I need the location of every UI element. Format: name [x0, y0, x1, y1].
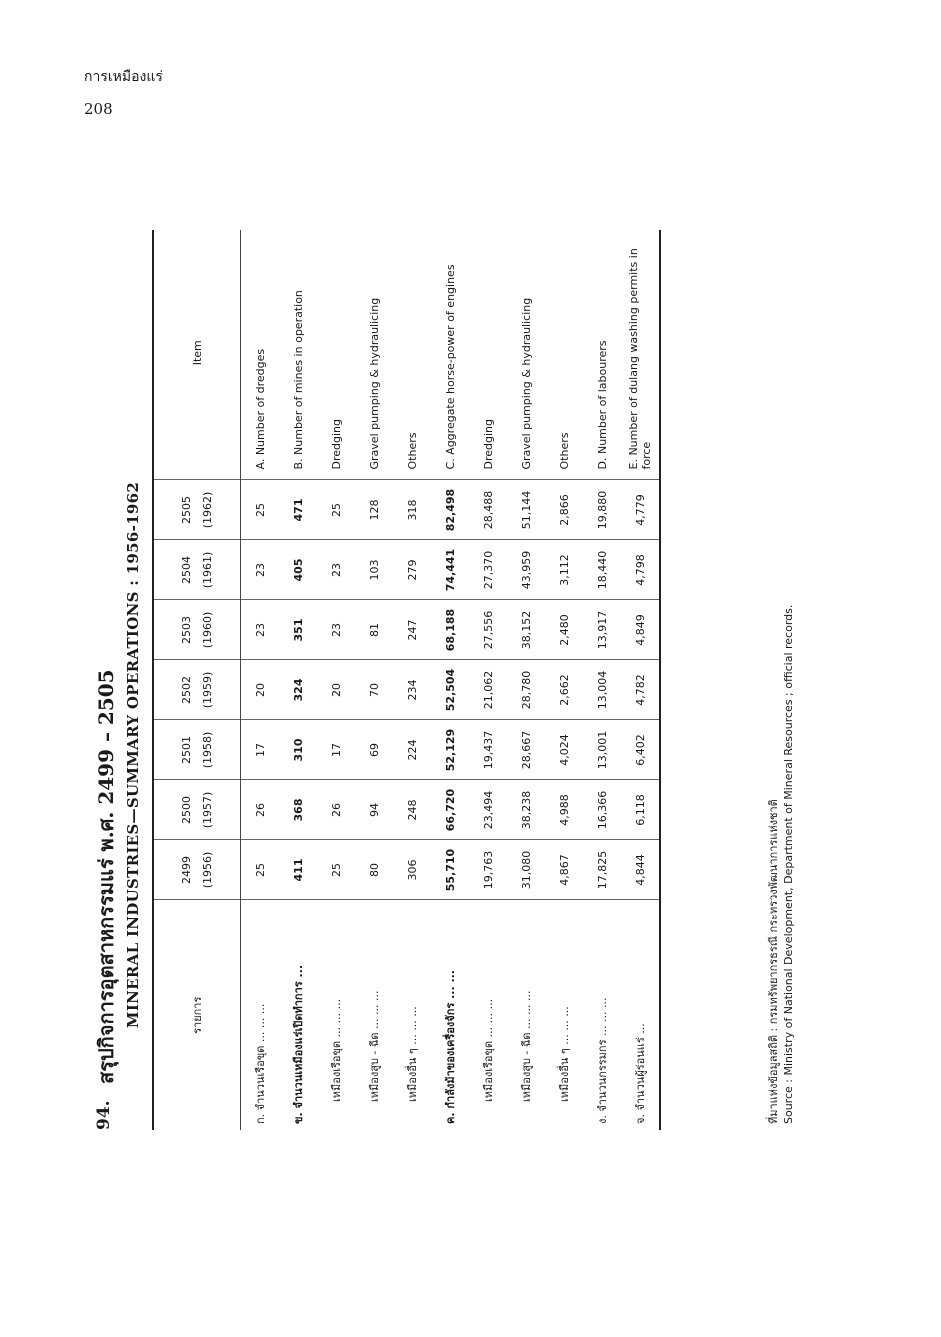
table-cell: 13,917 — [583, 600, 621, 660]
table-cell: 18,440 — [583, 540, 621, 600]
row-label-thai: เหมืองสูบ - ฉีด ... ... ... — [368, 990, 381, 1102]
row-label-thai: เหมืองเรือขุด ... ... ... — [330, 998, 343, 1102]
source-note — [766, 224, 796, 1124]
table-row — [545, 230, 583, 1130]
header-year: 2504 (1961) — [153, 540, 241, 600]
table-cell: 248 — [393, 780, 431, 840]
table-cell: 128 — [355, 480, 393, 540]
table-row — [621, 230, 660, 1130]
running-head: การเหมืองแร่ — [84, 69, 163, 85]
table-cell: 368 — [279, 780, 317, 840]
table-row — [431, 230, 469, 1130]
row-label-english: B. Number of mines in operation — [279, 230, 317, 480]
table-cell: 38,238 — [507, 780, 545, 840]
header-row — [153, 230, 241, 1130]
page-number: 208 — [84, 100, 113, 118]
table-cell: 234 — [393, 660, 431, 720]
table-cell: 17 — [317, 720, 355, 780]
table-cell: 25 — [241, 480, 280, 540]
row-label-thai: ง. จำนวนกรรมกร ... ... ... — [596, 997, 609, 1124]
table-cell: 20 — [317, 660, 355, 720]
table-cell: 351 — [279, 600, 317, 660]
table-cell: 3,112 — [545, 540, 583, 600]
table-cell: 94 — [355, 780, 393, 840]
table-cell: 26 — [317, 780, 355, 840]
row-label-english: Gravel pumping & hydraulicing — [507, 230, 545, 480]
table-cell: 25 — [317, 840, 355, 900]
row-label-thai: ข. จำนวนเหมืองแร่เปิดทำการ ... — [292, 964, 305, 1124]
table-cell: 66,720 — [431, 780, 469, 840]
header-year: 2505 (1962) — [153, 480, 241, 540]
source-thai: ที่มาแห่งข้อมูลสถิติ : กรมทรัพยากรธรณี กระทรวงพัฒนาการแห่งชาติ — [767, 799, 780, 1124]
row-label-english: C. Aggregate horse-power of engines — [431, 230, 469, 480]
row-label-english: Dredging — [469, 230, 507, 480]
table-cell: 81 — [355, 600, 393, 660]
row-label-english: Others — [393, 230, 431, 480]
table-cell: 43,959 — [507, 540, 545, 600]
table-cell: 318 — [393, 480, 431, 540]
table-cell: 28,488 — [469, 480, 507, 540]
table-cell: 411 — [279, 840, 317, 900]
table-cell: 19,763 — [469, 840, 507, 900]
table-cell: 27,556 — [469, 600, 507, 660]
row-label-english: E. Number of dulang washing permits in force — [621, 230, 660, 480]
table-cell: 4,849 — [621, 600, 660, 660]
row-label-english: Dredging — [317, 230, 355, 480]
table-cell: 68,188 — [431, 600, 469, 660]
row-label-thai: เหมืองอื่น ๆ ... ... ... — [406, 1006, 419, 1102]
table-cell: 21,062 — [469, 660, 507, 720]
row-label-thai: เหมืองอื่น ๆ ... ... ... — [558, 1006, 571, 1102]
table-cell: 52,504 — [431, 660, 469, 720]
table-cell: 52,129 — [431, 720, 469, 780]
table-cell: 31,080 — [507, 840, 545, 900]
table-cell: 2,866 — [545, 480, 583, 540]
table-cell: 25 — [241, 840, 280, 900]
table-cell: 17 — [241, 720, 280, 780]
table-cell: 23 — [317, 600, 355, 660]
table-cell: 4,867 — [545, 840, 583, 900]
table-row — [317, 230, 355, 1130]
table-row — [507, 230, 545, 1130]
row-label-english: Others — [545, 230, 583, 480]
header-year: 2499 (1956) — [153, 840, 241, 900]
table-cell: 13,004 — [583, 660, 621, 720]
table-cell: 405 — [279, 540, 317, 600]
table-cell: 4,798 — [621, 540, 660, 600]
table-cell: 19,880 — [583, 480, 621, 540]
table-cell: 20 — [241, 660, 280, 720]
header-item-thai: รายการ — [153, 900, 241, 1130]
table-cell: 55,710 — [431, 840, 469, 900]
table-cell: 4,988 — [545, 780, 583, 840]
table-cell: 6,402 — [621, 720, 660, 780]
table-cell: 224 — [393, 720, 431, 780]
table-row — [469, 230, 507, 1130]
table-cell: 103 — [355, 540, 393, 600]
table-cell: 4,024 — [545, 720, 583, 780]
table-cell: 23 — [241, 600, 280, 660]
table-cell: 13,001 — [583, 720, 621, 780]
table-cell: 23 — [317, 540, 355, 600]
table-cell: 6,118 — [621, 780, 660, 840]
rotated-table-block — [90, 210, 795, 1130]
table-cell: 4,844 — [621, 840, 660, 900]
row-label-english: Gravel pumping & hydraulicing — [355, 230, 393, 480]
table-cell: 324 — [279, 660, 317, 720]
table-cell: 247 — [393, 600, 431, 660]
header-item-english: Item — [153, 230, 241, 480]
table-cell: 279 — [393, 540, 431, 600]
table-cell: 4,779 — [621, 480, 660, 540]
table-row — [393, 230, 431, 1130]
table-cell: 23,494 — [469, 780, 507, 840]
table-cell: 19,437 — [469, 720, 507, 780]
row-label-english: D. Number of labourers — [583, 230, 621, 480]
table-cell: 2,480 — [545, 600, 583, 660]
header-year: 2503 (1960) — [153, 600, 241, 660]
table-cell: 306 — [393, 840, 431, 900]
table-cell: 80 — [355, 840, 393, 900]
table-cell: 69 — [355, 720, 393, 780]
table-number: 94. — [94, 1100, 114, 1130]
title-row — [90, 210, 120, 1130]
table-cell: 310 — [279, 720, 317, 780]
title-english: MINERAL INDUSTRIES—SUMMARY OPERATIONS : 1956-1962 — [124, 481, 142, 1029]
table-cell: 23 — [241, 540, 280, 600]
table-cell: 4,782 — [621, 660, 660, 720]
table-cell: 82,498 — [431, 480, 469, 540]
table-cell: 2,662 — [545, 660, 583, 720]
table-cell: 51,144 — [507, 480, 545, 540]
table-row — [355, 230, 393, 1130]
row-label-thai: เหมืองเรือขุด ... ... ... — [482, 998, 495, 1102]
row-label-thai: เหมืองสูบ - ฉีด ... ... ... — [520, 990, 533, 1102]
summary-table — [152, 230, 661, 1130]
header-year: 2501 (1958) — [153, 720, 241, 780]
row-label-english: A. Number of dredges — [241, 230, 280, 480]
table-row — [583, 230, 621, 1130]
table-cell: 26 — [241, 780, 280, 840]
table-cell: 17,825 — [583, 840, 621, 900]
header-year: 2502 (1959) — [153, 660, 241, 720]
table-cell: 38,152 — [507, 600, 545, 660]
header-year: 2500 (1957) — [153, 780, 241, 840]
table-cell: 25 — [317, 480, 355, 540]
table-cell: 27,370 — [469, 540, 507, 600]
table-cell: 70 — [355, 660, 393, 720]
table-cell: 16,366 — [583, 780, 621, 840]
row-label-thai: ค. กำลังม้าของเครื่องจักร ... ... — [444, 970, 457, 1124]
table-cell: 28,780 — [507, 660, 545, 720]
table-cell: 471 — [279, 480, 317, 540]
row-label-thai: ก. จำนวนเรือขุด ... ... ... — [254, 1003, 267, 1124]
table-row — [241, 230, 280, 1130]
table-cell: 28,667 — [507, 720, 545, 780]
title-thai: สรุปกิจการอุตสาหกรรมแร่ พ.ศ. 2499 – 2505 — [94, 669, 118, 1084]
row-label-thai: จ. จำนวนผู้ร่อนแร่ ... — [634, 1023, 647, 1124]
table-row — [279, 230, 317, 1130]
table-cell: 74,441 — [431, 540, 469, 600]
source-english: Source : Ministry of National Development, Department of Mineral Resources ; official records. — [782, 604, 795, 1124]
